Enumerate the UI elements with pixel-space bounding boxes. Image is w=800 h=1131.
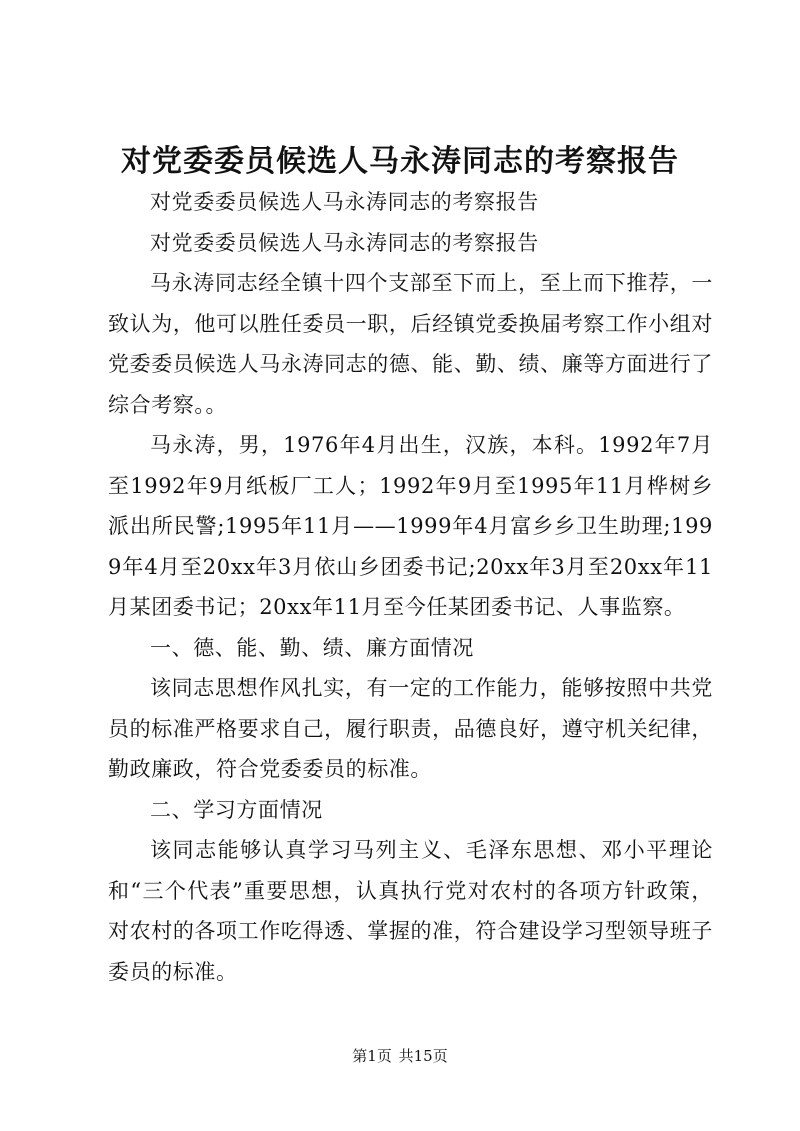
page-total: 共15页: [398, 1047, 448, 1065]
section-heading-ethics: 一、德、能、勤、绩、廉方面情况: [150, 635, 474, 660]
paragraph-intro: 马永涛同志经全镇十四个支部至下而上，至上而下推荐，一致认为，他可以胜任委员一职，后经镇党委换届考察工作小组对党委委员候选人马永涛同志的德、能、勤、绩、廉等方面进行了综合考察。。: [108, 271, 713, 417]
page-number: 第1页: [352, 1047, 392, 1065]
document-title: 对党委委员候选人马永涛同志的考察报告: [121, 144, 679, 179]
document-body: [108, 182, 713, 992]
page-footer: [0, 1046, 800, 1066]
section-heading-study: 二、学习方面情况: [150, 797, 323, 822]
paragraph-ethics: 该同志思想作风扎实，有一定的工作能力，能够按照中共党员的标准严格要求自己，履行职责，品德良好，遵守机关纪律，勤政廉政，符合党委委员的标准。: [108, 676, 713, 781]
paragraph-study: 该同志能够认真学习马列主义、毛泽东思想、邓小平理论和“三个代表”重要思想，认真执行党对农村的各项方针政策，对农村的各项工作吃得透、掌握的准，符合建设学习型领导班子委员的标准。: [108, 838, 713, 984]
paragraph-resume: 马永涛，男，1976年4月出生，汉族，本科。1992年7月至1992年9月纸板厂工人；1992年9月至1995年11月桦树乡派出所民警;1995年11月——1999年4月富乡乡卫生助理;1999年4月至20xx年3月依山乡团委书记;20xx年3月至20xx年11月某团委书记；20xx年11月至今任某团委书记、人事监察。: [108, 433, 713, 619]
paragraph-subtitle-1: 对党委委员候选人马永涛同志的考察报告: [150, 190, 539, 214]
paragraph-subtitle-2: 对党委委员候选人马永涛同志的考察报告: [150, 230, 539, 255]
